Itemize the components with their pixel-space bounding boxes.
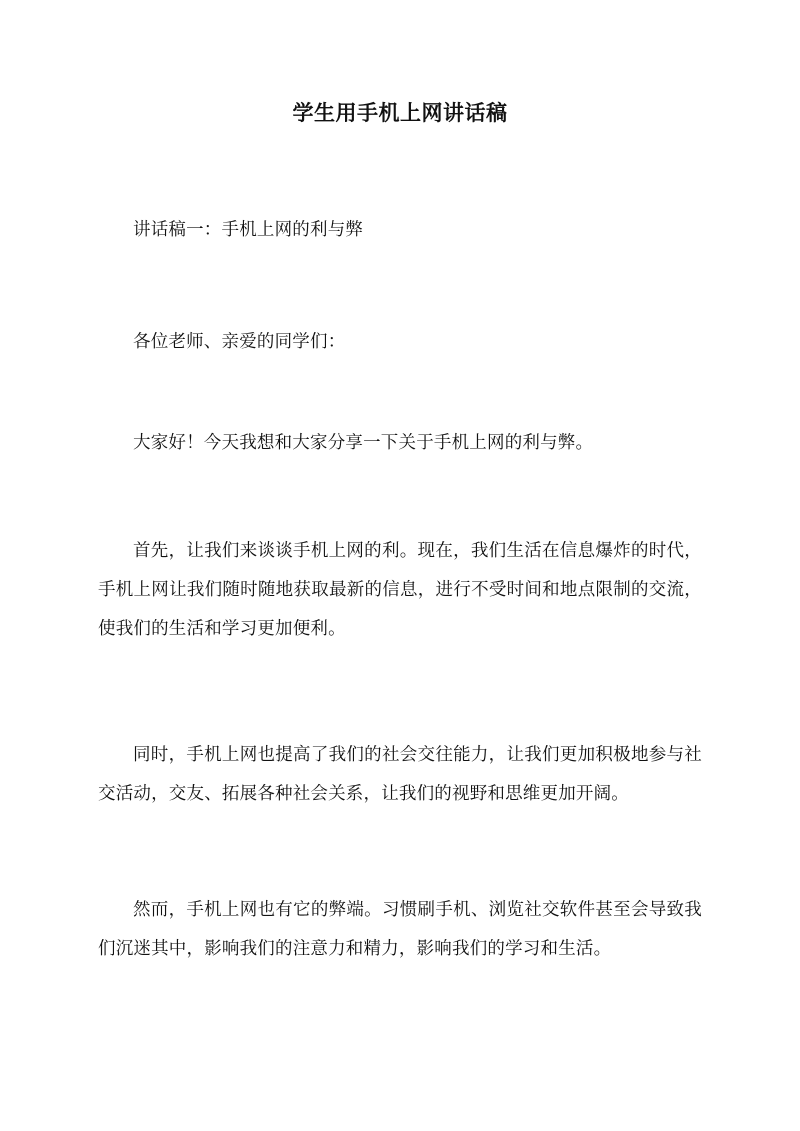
paragraph-advantages: 首先，让我们来谈谈手机上网的利。现在，我们生活在信息爆炸的时代，手机上网让我们随时随地获取最新的信息，进行不受时间和地点限制的交流，使我们的生活和学习更加便利。	[98, 541, 702, 639]
paragraph-opening: 大家好！今天我想和大家分享一下关于手机上网的利与弊。	[133, 433, 594, 453]
section-subtitle: 讲话稿一：手机上网的利与弊	[133, 220, 364, 240]
greeting-line: 各位老师、亲爱的同学们：	[133, 332, 346, 352]
paragraph-social: 同时，手机上网也提高了我们的社会交往能力，让我们更加积极地参与社交活动，交友、拓展各种社会关系，让我们的视野和思维更加开阔。	[98, 745, 702, 804]
paragraph-disadvantages: 然而，手机上网也有它的弊端。习惯刷手机、浏览社交软件甚至会导致我们沉迷其中，影响我们的注意力和精力，影响我们的学习和生活。	[98, 900, 702, 959]
document-title: 学生用手机上网讲话稿	[292, 100, 508, 125]
